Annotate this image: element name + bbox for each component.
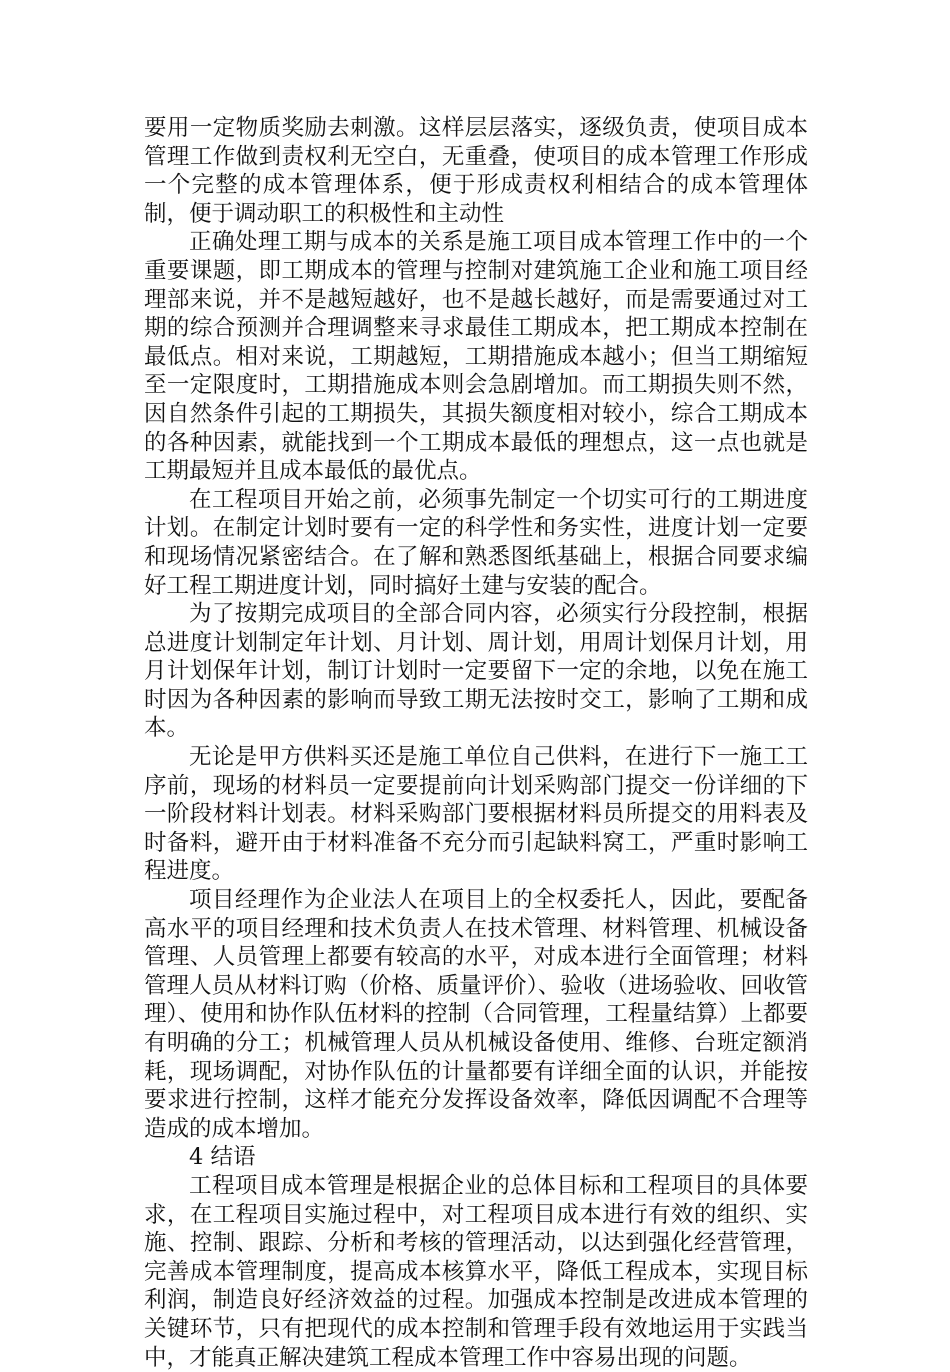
paragraph-schedule-cost: 正确处理工期与成本的关系是施工项目成本管理工作中的一个重要课题，即工期成本的管理与控制对建筑施工企业和施工项目经理部来说，并不是越短越好，也不是越长越好，而是需要通过对工期的综合预测并合理调整来寻求最佳工期成本，把工期成本控制在最低点。相对来说，工期越短，工期措施成本越小；但当工期缩短至一定限度时，工期措施成本则会急剧增加。而工期损失则不然，因自然条件引起的工期损失，其损失额度相对较小，综合工期成本的各种因素，就能找到一个工期成本最低的理想点，这一点也就是工期最短并且成本最低的最优点。 [144,229,808,485]
paragraph-stage-control: 为了按期完成项目的全部合同内容，必须实行分段控制，根据总进度计划制定年计划、月计划、周计划，用周计划保月计划，用月计划保年计划，制订计划时一定要留下一定的余地，以免在施工时因为各种因素的影响而导致工期无法按时交工，影响了工期和成本。 [144,601,808,742]
paragraph-schedule-plan: 在工程项目开始之前，必须事先制定一个切实可行的工期进度计划。在制定计划时要有一定的科学性和务实性，进度计划一定要和现场情况紧密结合。在了解和熟悉图纸基础上，根据合同要求编好工程工期进度计划，同时搞好土建与安装的配合。 [144,486,808,599]
document-page [144,114,808,1372]
section-heading: 4 结语 [189,1144,256,1171]
paragraph-continuation: 要用一定物质奖励去刺激。这样层层落实，逐级负责，使项目成本管理工作做到责权利无空白，无重叠，使项目的成本管理工作形成一个完整的成本管理体系，便于形成责权利相结合的成本管理体制，便于调动职工的积极性和主动性 [144,115,808,227]
paragraph-material-plan: 无论是甲方供料买还是施工单位自己供料，在进行下一施工工序前，现场的材料员一定要提前向计划采购部门提交一份详细的下一阶段材料计划表。材料采购部门要根据材料员所提交的用料表及时备料，避开由于材料准备不充分而引起缺料窝工，严重时影响工程进度。 [144,744,808,885]
paragraph-project-manager: 项目经理作为企业法人在项目上的全权委托人，因此，要配备高水平的项目经理和技术负责人在技术管理、材料管理、机械设备管理、人员管理上都要有较高的水平，对成本进行全面管理；材料管理人员从材料订购（价格、质量评价）、验收（进场验收、回收管理）、使用和协作队伍材料的控制（合同管理，工程量结算）上都要有明确的分工；机械管理人员从机械设备使用、维修、台班定额消耗，现场调配，对协作队伍的计量都要有详细全面的认识，并能按要求进行控制，这样才能充分发挥设备效率，降低因调配不合理等造成的成本增加。 [144,887,808,1142]
paragraph-conclusion: 工程项目成本管理是根据企业的总体目标和工程项目的具体要求，在工程项目实施过程中，对工程项目成本进行有效的组织、实施、控制、跟踪、分析和考核的管理活动，以达到强化经营管理，完善成本管理制度，提高成本核算水平，降低工程成本，实现目标利润，制造良好经济效益的过程。加强成本控制是改进成本管理的关键环节，只有把现代的成本控制和管理手段有效地运用于实践当中，才能真正解决建筑工程成本管理工作中容易出现的问题。 [144,1172,808,1371]
